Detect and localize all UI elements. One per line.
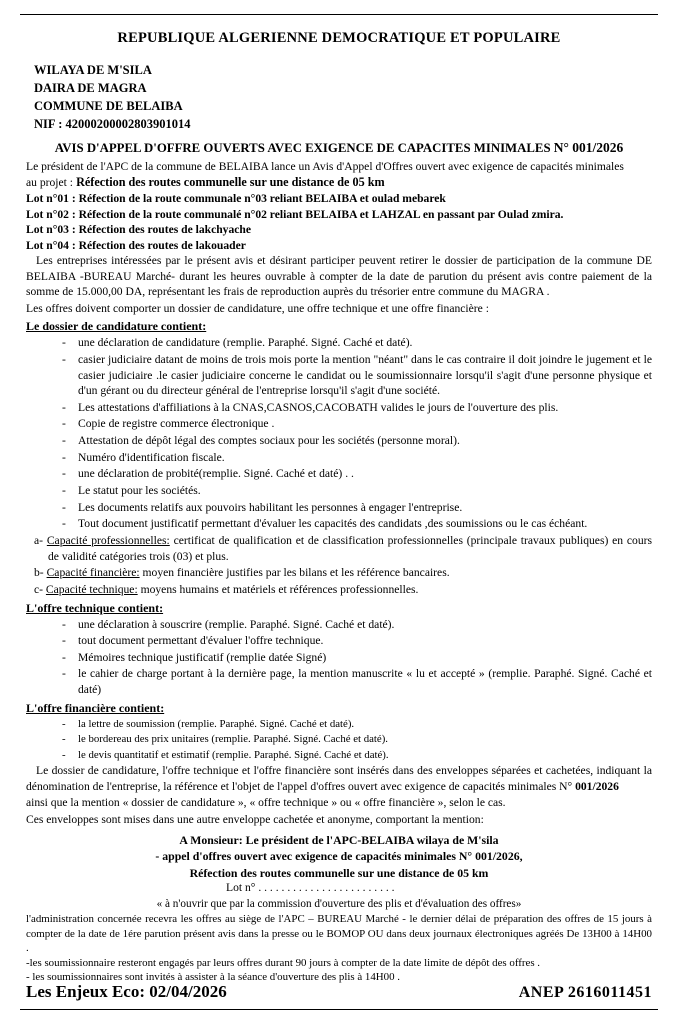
commune-line: COMMUNE DE BELAIBA bbox=[34, 99, 183, 114]
list-item: - Attestation de dépôt légal des comptes sociaux pour les sociétés (personne moral). bbox=[60, 433, 652, 449]
capacite-item bbox=[26, 565, 652, 581]
opening-notice: « à n'ouvrir que par la commission d'ouverture des plis et d'évaluation des offres» bbox=[156, 898, 522, 911]
list-item: - tout document permettant d'évaluer l'offre technique. bbox=[60, 633, 652, 649]
wilaya-line: WILAYA DE M'SILA bbox=[34, 63, 152, 77]
capacite-label: Capacité financière: bbox=[46, 566, 140, 580]
page-footer bbox=[26, 982, 652, 1002]
candidature-heading: Le dossier de candidature contient: bbox=[26, 319, 207, 334]
avis-heading bbox=[26, 140, 652, 156]
lot-item: Lot n°01 : Réfection de la route communale n°03 reliant BELAIBA et oulad mebarek bbox=[26, 192, 446, 206]
page-top-rule bbox=[20, 14, 658, 15]
project-line bbox=[26, 175, 652, 190]
enveloppes-paragraph-2: ainsi que la mention « dossier de candidature », « offre technique » ou « offre financière », selon le cas. bbox=[26, 796, 506, 810]
capacite-label: Capacité technique: bbox=[45, 582, 138, 596]
avis-label: AVIS D'APPEL D'OFFRE OUVERTS AVEC EXIGENCE DE CAPACITES MINIMALES bbox=[54, 140, 551, 155]
tail-paragraph: -les soumissionnaire resteront engagés par leurs offres durant 90 jours à compter de la date limite de dépôt des offres . bbox=[26, 956, 541, 969]
lot-item: Lot n°02 : Réfection de la route communalé n°02 reliant BELAIBA et LAHZAL en passant par Oulad zmira. bbox=[26, 207, 564, 221]
capacite-marker: c- bbox=[34, 582, 44, 596]
page-bottom-rule bbox=[20, 1009, 658, 1010]
tail-paragraph: - les soumissionnaires sont invités à assister à la séance d'ouverture des plis à 14H00 . bbox=[26, 971, 400, 984]
address-block bbox=[26, 832, 652, 882]
list-item: - Numéro d'identification fiscale. bbox=[60, 450, 652, 466]
lot-item: Lot n°04 : Réfection des routes de lakouader bbox=[26, 238, 246, 252]
capacite-item bbox=[26, 533, 652, 564]
avis-number: N° 001/2026 bbox=[553, 139, 624, 155]
list-item: - Tout document justificatif permettant d'évaluer les capacités des candidats ,des soumissions ou le cas échéant. bbox=[60, 516, 652, 532]
enveloppes-paragraph-1 bbox=[26, 763, 652, 794]
lot-item: Lot n°03 : Réfection des routes de lakchyache bbox=[26, 223, 252, 237]
list-item: - Les documents relatifs aux pouvoirs habilitant les personnes à engager l'entreprise. bbox=[60, 500, 652, 516]
list-item: - Mémoires technique justificatif (remplie datée Signé) bbox=[60, 650, 652, 666]
address-line-2: - appel d'offres ouvert avec exigence de capacités minimales N° 001/2026, bbox=[155, 849, 523, 864]
list-item: - casier judiciaire datant de moins de trois mois porte la mention "néant" dans le cas contraire il doit joindre le jugement et le casier judiciaire .le casier judiciaire concerne le candidat ou le soumissionnaire lorsqu'il s'agit d'une personne physique et d'un gérant ou du directeur général de l'entreprise lorsqu'il s'agit d'une société. bbox=[60, 352, 652, 399]
financiere-heading: L'offre financière contient: bbox=[26, 700, 165, 715]
intro-line: Le président de l'APC de la commune de BELAIBA lance un Avis d'Appel d'Offres ouvert avec exigence de capacités minimales bbox=[26, 159, 624, 173]
candidature-list bbox=[26, 335, 652, 532]
list-item: - Copie de registre commerce électronique . bbox=[60, 416, 652, 432]
list-item: - Le statut pour les sociétés. bbox=[60, 483, 652, 499]
list-item: - une déclaration à souscrire (remplie. Paraphé. Signé. Caché et daté). bbox=[60, 617, 652, 633]
capacite-item bbox=[26, 582, 652, 598]
capacite-label: Capacité professionnelles: bbox=[46, 533, 170, 547]
offres-paragraph: Les offres doivent comporter un dossier de candidature, une offre technique et une offre financière : bbox=[26, 301, 489, 315]
financiere-list bbox=[26, 717, 652, 763]
list-item: - le bordereau des prix unitaires (remplie. Paraphé. Signé. Caché et daté). bbox=[60, 732, 652, 747]
address-line-1: A Monsieur: Le président de l'APC-BELAIBA wilaya de M'sila bbox=[179, 832, 499, 847]
capacite-text: moyens humains et matériels et références professionnelles. bbox=[137, 582, 419, 596]
list-item: - Les attestations d'affiliations à la CNAS,CASNOS,CACOBATH valides le jours de l'ouverture des plis. bbox=[60, 400, 652, 416]
document-title: REPUBLIQUE ALGERIENNE DEMOCRATIQUE ET POPULAIRE bbox=[117, 30, 561, 46]
technique-list bbox=[26, 617, 652, 698]
capacite-marker: b- bbox=[34, 566, 44, 580]
footer-anep: ANEP 2616011451 bbox=[518, 984, 652, 1001]
daira-line: DAIRA DE MAGRA bbox=[34, 81, 147, 96]
capacite-text: moyen financière justifies par les bilans et les référence bancaires. bbox=[139, 566, 450, 580]
address-line-3: Réfection des routes communelle sur une distance de 05 km bbox=[189, 865, 489, 880]
list-item: - le cahier de charge portant à la dernière page, la mention manuscrite « lu et accepté » (remplie. Paraphé. Signé. Caché et daté) bbox=[60, 666, 652, 697]
nif-line: NIF : 42000200002803901014 bbox=[34, 117, 191, 132]
retrait-paragraph: Les entreprises intéressées par le présent avis et désirant participer peuvent retirer le dossier de participation de la commune DE BELAIBA -BUREAU Marché- durant les heures ouvrable à compter de la date de parution du présent avis contre paiement de la somme de 15.000,00 DA, représentant les frais de reproduction auprès du trésorier entre commune du MAGRA . bbox=[26, 254, 652, 299]
list-item: - le devis quantitatif et estimatif (remplie. Paraphé. Signé. Caché et daté). bbox=[60, 748, 652, 763]
capacite-text: certificat de qualification et de classification professionnelles (principale travaux publiques) en cours de validité catégories trois (03) et plus. bbox=[48, 533, 652, 563]
list-item: - la lettre de soumission (remplie. Paraphé. Signé. Caché et daté). bbox=[60, 717, 652, 732]
list-item: - une déclaration de candidature (remplie. Paraphé. Signé. Caché et daté). bbox=[60, 335, 652, 351]
enveloppes-number: 001/2026 bbox=[575, 779, 619, 793]
capacite-marker: a- bbox=[34, 533, 44, 547]
footer-publication: Les Enjeux Eco: 02/04/2026 bbox=[26, 982, 227, 1001]
technique-heading: L'offre technique contient: bbox=[26, 600, 164, 615]
project-label: au projet : bbox=[26, 176, 74, 190]
project-title: Réfection des routes communelle sur une distance de 05 km bbox=[76, 175, 385, 190]
issuer-header bbox=[34, 61, 652, 134]
list-item: - une déclaration de probité(remplie. Signé. Caché et daté) . . bbox=[60, 466, 652, 482]
enveloppes-text: Le dossier de candidature, l'offre technique et l'offre financière sont insérés dans des enveloppes séparées et cachetées, indiquant la dénomination de l'entreprise, la référence et l'objet de l'appel d'offres ouvert avec exigence de capacités minimales N° bbox=[26, 764, 652, 793]
lot-blank-line: Lot n° . . . . . . . . . . . . . . . . . . . . . . . . bbox=[226, 881, 395, 895]
enveloppes-paragraph-3: Ces enveloppes sont mises dans une autre enveloppe cachetée et anonyme, comportant la mention: bbox=[26, 813, 484, 827]
tail-paragraph: l'administration concernée recevra les offres au siège de l'APC – BUREAU Marché - le dernier délai de préparation des offres de 15 jours à compter de la date de 1ére parution présent avis dans la presse ou le BOMOP OU dans deux journaux électroniques agréés De 13H00 à 14H00 . bbox=[26, 913, 652, 955]
